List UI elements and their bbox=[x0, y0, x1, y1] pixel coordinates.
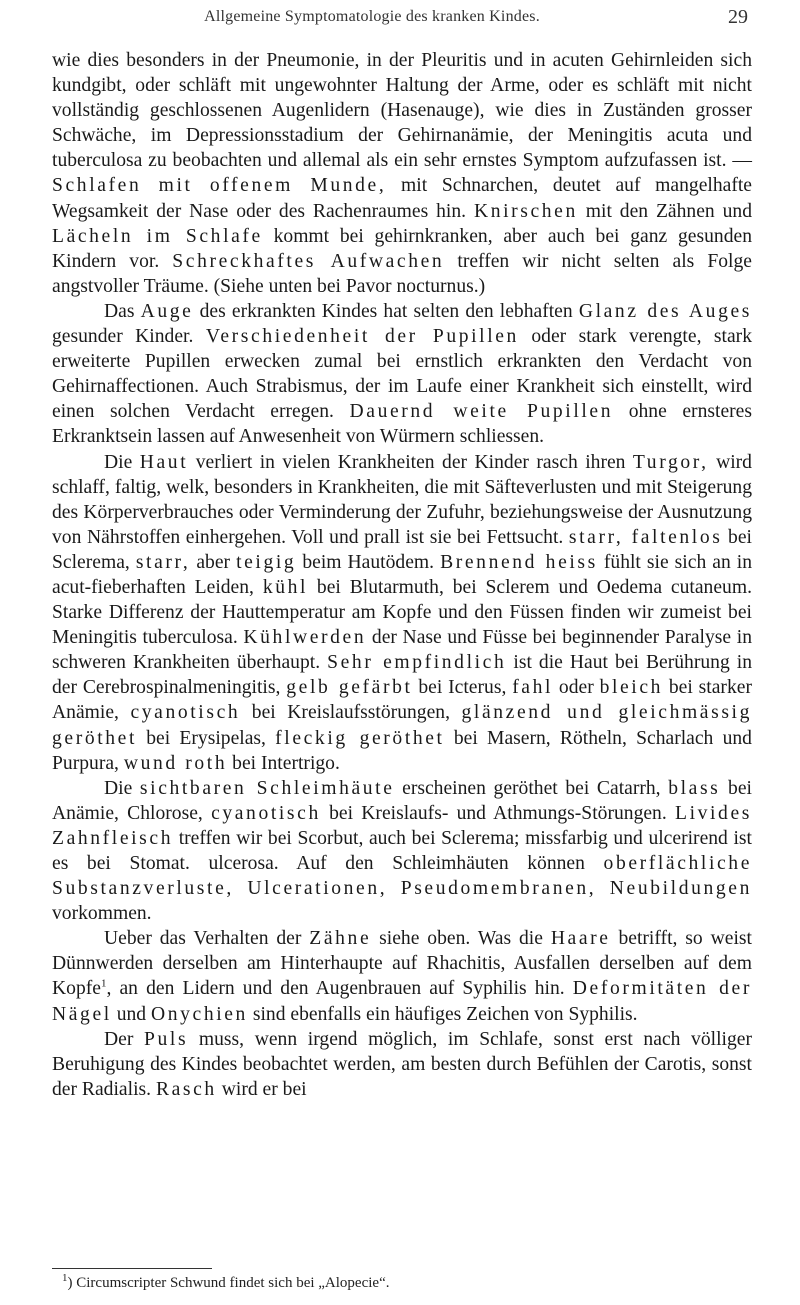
footnote-divider bbox=[52, 1268, 212, 1269]
emphasis-stiff: starr, bbox=[135, 551, 191, 573]
emphasis-glance: Glanz des Auges bbox=[578, 300, 752, 322]
text-run: vorkommen. bbox=[52, 903, 152, 925]
footnote-text: ) Circumscripter Schwund findet sich bei „Alopecie“. bbox=[67, 1275, 390, 1291]
emphasis-pulse: Puls bbox=[144, 1028, 189, 1050]
text-run: aber bbox=[190, 551, 237, 573]
text-run: sind ebenfalls ein häufiges Zeichen von Syphilis. bbox=[247, 1003, 638, 1025]
paragraph-sleep bbox=[52, 48, 752, 299]
text-run: mit den Zähnen und bbox=[577, 200, 752, 222]
text-run: kommt bei gehirnkranken, aber auch bei ganz gesunden Kindern vor. bbox=[52, 225, 752, 272]
paragraph-pulse bbox=[52, 1027, 752, 1102]
text-run: , an den Lidern und den Augenbrauen auf Syphilis hin. bbox=[106, 978, 573, 1000]
emphasis-eye: Auge bbox=[140, 300, 194, 322]
paragraph-mucosa bbox=[52, 776, 752, 927]
emphasis-nails: Deformitäten der Nägel bbox=[52, 978, 752, 1025]
text-run: bei Icterus, bbox=[412, 677, 513, 699]
emphasis-onychia: Onychien bbox=[150, 1003, 248, 1025]
emphasis-yellow: gelb gefärbt bbox=[286, 677, 413, 699]
text-run: Das bbox=[104, 300, 141, 322]
emphasis-cyanotic-mucosa: cyanotisch bbox=[211, 802, 321, 824]
emphasis-wide-pupils: Dauernd weite Pupillen bbox=[349, 401, 614, 423]
text-run: wie dies besonders in der Pneumonie, in der Pleuritis und in acuten Gehirnleiden sich kundgibt, oder schläft mit ungewohnter Haltung der Arme, oder es schläft mit nicht vollständig geschlossenen Augenlidern (Hasenauge), wie dies in Zuständen grosser Schwäche, im Depressionsstadium der Gehirnanämie, der Meningitis acuta und tuberculosa zu beobachten und allemal als ein sehr ernstes Symptom aufzufassen ist. — bbox=[52, 50, 752, 172]
emphasis-teeth: Zähne bbox=[309, 928, 372, 950]
text-run: und bbox=[111, 1003, 151, 1025]
text-run: Die bbox=[104, 451, 140, 473]
text-run: betrifft, so weist Dünnwerden derselben am Hinterhaupte auf Rhachitis, Ausfallen derselben auf dem Kopfe bbox=[52, 928, 752, 1000]
text-run: Die bbox=[104, 777, 140, 799]
text-run: wird schlaff, faltig, welk, besonders in Krankheiten, die mit Säfteverlusten und mit Steigerung des Körperverbrauches oder Verminderung der Zufuhr, beziehungsweise der Ausnutzung von Nährstoffen einhergehen. Voll und prall ist sie bei Fettsucht. bbox=[52, 451, 752, 548]
text-run: treffen wir nicht selten als Folge angstvoller Träume. (Siehe unten bei Pavor nocturnus.) bbox=[52, 250, 752, 297]
emphasis-skin: Haut bbox=[139, 451, 189, 473]
emphasis-burning-hot: Brennend heiss bbox=[440, 551, 598, 573]
text-run: bei Sclerema, bbox=[52, 526, 752, 573]
text-run: Der bbox=[104, 1028, 145, 1050]
text-run: ist die Haut bei Berührung in der Cerebrospinalmeningitis, bbox=[52, 652, 753, 699]
emphasis-sensitive: Sehr empfindlich bbox=[327, 652, 507, 674]
emphasis-pale-mucosa: blass bbox=[668, 777, 721, 799]
emphasis-hair: Haare bbox=[550, 928, 611, 950]
text-run: bei Masern, Rötheln, Scharlach und Purpura, bbox=[52, 727, 752, 774]
emphasis-cyanotic: cyanotisch bbox=[130, 702, 241, 724]
emphasis-gums: Livides Zahnfleisch bbox=[52, 802, 752, 849]
emphasis-grinding: Knirschen bbox=[473, 200, 578, 222]
paragraph-skin bbox=[52, 450, 752, 776]
emphasis-turgor: Turgor, bbox=[632, 451, 709, 473]
emphasis-glossy-red: glänzend und gleichmässig geröthet bbox=[52, 702, 752, 749]
body-text bbox=[52, 48, 752, 1102]
footnote-marker: 1 bbox=[62, 1272, 68, 1284]
emphasis-spotty-red: fleckig geröthet bbox=[275, 727, 445, 749]
text-run: oder stark verengte, stark erweiterte Pupillen erwecken zumal bei ernstlich erkrankten den Verdacht von Gehirnaffectionen. Auch Strabismus, der im Laufe einer Krankheit sich einstellt, wird einen solchen Verdacht erregen. bbox=[52, 326, 752, 423]
text-run: ohne ernsteres Erkranktsein lassen auf Anwesenheit von Würmern schliessen. bbox=[52, 401, 752, 448]
emphasis-rapid: Rasch bbox=[155, 1078, 217, 1100]
footnote bbox=[62, 1274, 389, 1292]
emphasis-smiling: Lächeln im Schlafe bbox=[52, 225, 263, 247]
text-run: treffen wir bei Scorbut, auch bei Sclerema; missfarbig und ulcerirend ist es bei Stomat. ulcerosa. Auf den Schleimhäuten können bbox=[52, 827, 752, 874]
text-run: siehe oben. Was die bbox=[371, 928, 551, 950]
emphasis-rigid: starr, faltenlos bbox=[568, 526, 723, 548]
text-run: des erkrankten Kindes hat selten den lebhaften bbox=[193, 300, 579, 322]
emphasis-mucosa: sichtbaren Schleimhäute bbox=[139, 777, 395, 799]
paragraph-eye bbox=[52, 299, 752, 450]
text-run: bei Intertrigo. bbox=[227, 752, 340, 774]
emphasis-lesions: oberflächliche Substanzverluste, Ulcerationen, Pseudomembranen, Neubildungen bbox=[52, 853, 752, 900]
emphasis-open-mouth: Schlafen mit offenem Munde, bbox=[52, 175, 387, 197]
footnote-ref: 1 bbox=[100, 977, 107, 990]
paragraph-teeth-hair bbox=[52, 926, 752, 1026]
text-run: Ueber das Verhalten der bbox=[104, 928, 310, 950]
emphasis-cool: kühl bbox=[262, 576, 309, 598]
emphasis-sore-red: wund roth bbox=[123, 752, 228, 774]
text-run: gesunder Kinder. bbox=[52, 326, 206, 348]
emphasis-pale: fahl bbox=[512, 677, 554, 699]
text-run: bei Kreislaufsstörungen, bbox=[240, 702, 462, 724]
emphasis-pupils: Verschiedenheit der Pupillen bbox=[205, 326, 519, 348]
text-run: bei Anämie, Chlorose, bbox=[52, 777, 752, 824]
text-run: erscheinen geröthet bei Catarrh, bbox=[394, 777, 669, 799]
emphasis-bleak: bleich bbox=[599, 677, 664, 699]
text-run: beim Hautödem. bbox=[296, 551, 441, 573]
text-run: der Nase und Füsse bei beginnender Paralyse in schweren Krankheiten überhaupt. bbox=[52, 627, 752, 674]
page-header bbox=[52, 8, 752, 34]
text-run: verliert in vielen Krankheiten der Kinder rasch ihren bbox=[188, 451, 633, 473]
running-title: Allgemeine Symptomatologie des kranken Kindes. bbox=[204, 8, 540, 25]
text-run: bei starker Anämie, bbox=[52, 677, 752, 724]
text-run: bei Erysipelas, bbox=[137, 727, 276, 749]
text-run: oder bbox=[553, 677, 600, 699]
emphasis-doughy: teigig bbox=[236, 551, 297, 573]
text-run: bei Blutarmuth, bei Sclerem und Oedema cutaneum. Starke Differenz der Hauttemperatur am Kopfe und den Füssen finden wir zumeist bei Meningitis tuberculosa. bbox=[52, 576, 752, 649]
text-run: mit Schnarchen, deutet auf mangelhafte Wegsamkeit der Nase oder des Rachenraumes hin. bbox=[52, 175, 752, 222]
book-page bbox=[52, 0, 752, 1305]
text-run: muss, wenn irgend möglich, im Schlafe, sonst erst nach völliger Beruhigung des Kindes beobachtet werden, am besten durch Befühlen der Carotis, sonst der Radialis. bbox=[52, 1028, 752, 1100]
text-run: wird er bei bbox=[216, 1078, 307, 1100]
emphasis-cooling: Kühlwerden bbox=[243, 627, 367, 649]
emphasis-waking: Schreckhaftes Aufwachen bbox=[172, 250, 445, 272]
page-number: 29 bbox=[728, 6, 748, 28]
text-run: fühlt sie sich an in acut-fieberhaften Leiden, bbox=[52, 551, 752, 598]
text-run: bei Kreislaufs- und Athmungs-Störungen. bbox=[320, 802, 675, 824]
